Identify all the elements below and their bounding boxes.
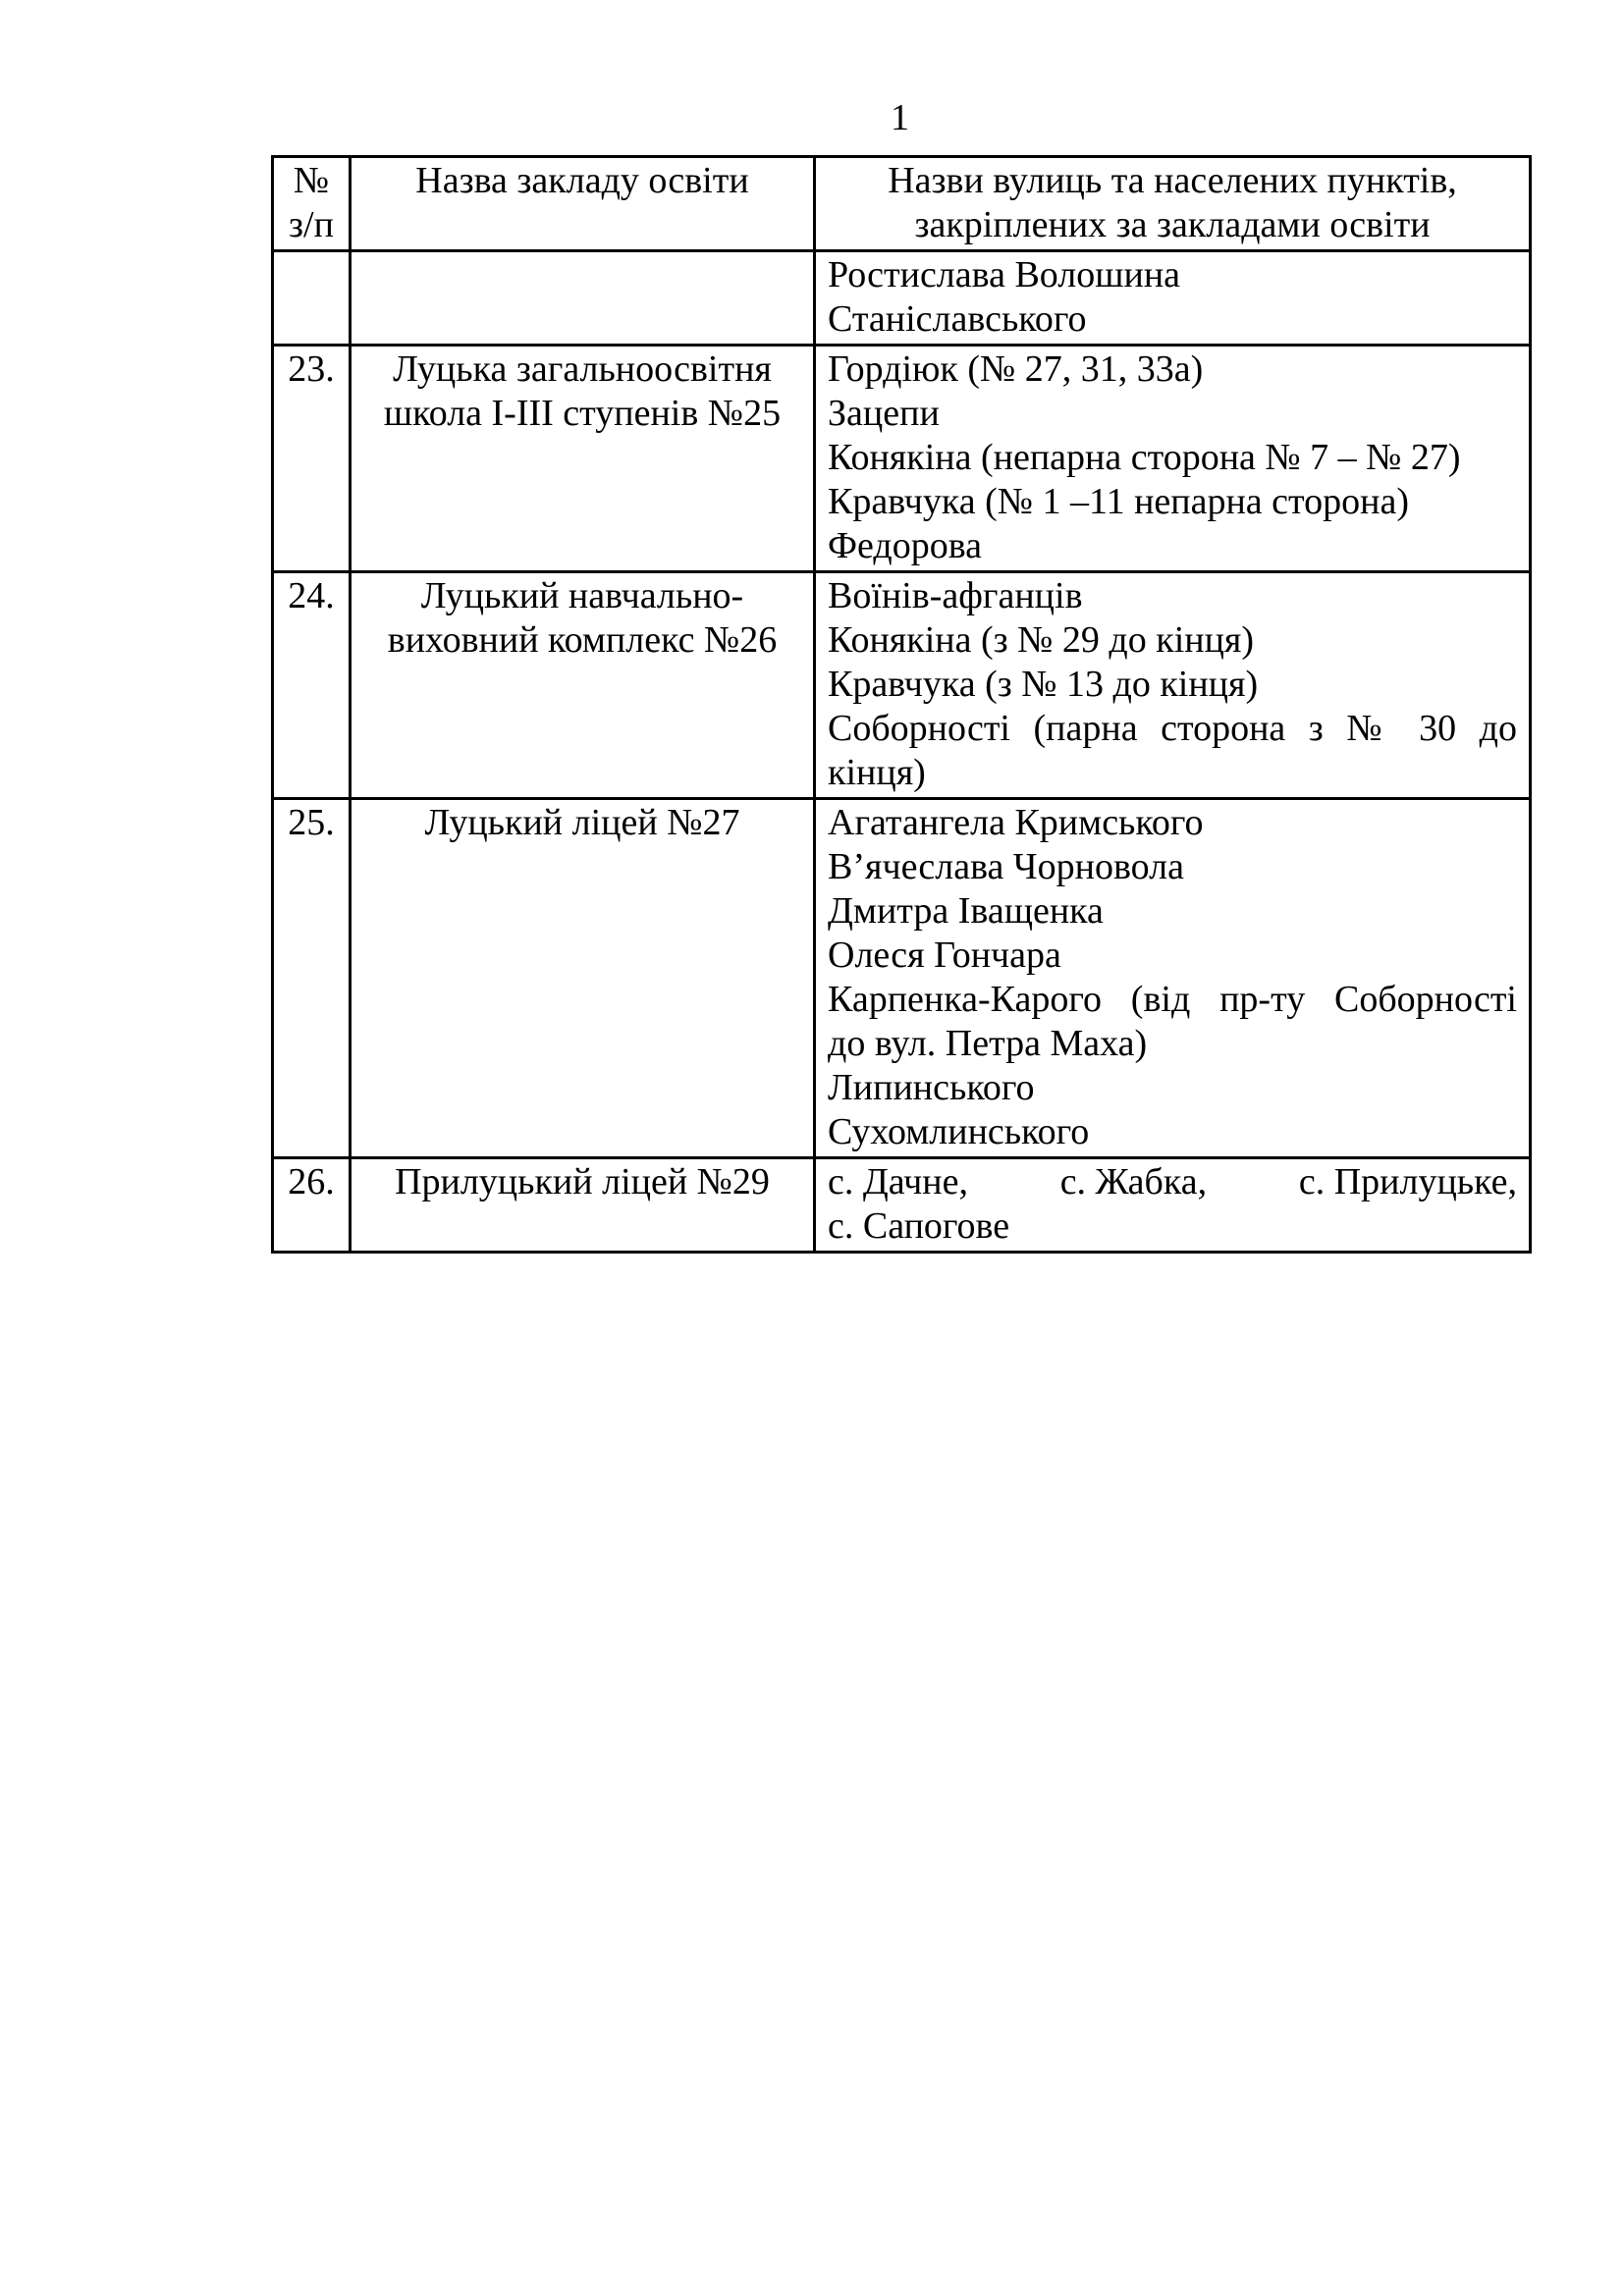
streets-cell xyxy=(815,572,1531,799)
street-line: Липинського xyxy=(828,1067,1035,1108)
table-row xyxy=(273,251,1531,346)
school-name-line: школа І-ІІІ ступенів №25 xyxy=(383,393,782,434)
street-line: Кравчука (з № 13 до кінця) xyxy=(828,664,1259,705)
page-number: 1 xyxy=(891,97,909,138)
street-line: Дмитра Іващенка xyxy=(828,890,1104,932)
header-streets-line2: закріплених за закладами освіти xyxy=(914,204,1431,245)
table-row xyxy=(273,346,1531,572)
header-cell-number xyxy=(273,157,351,251)
header-number-line2: з/п xyxy=(289,204,334,245)
street-line: В’ячеслава Чорновола xyxy=(828,846,1184,887)
streets-cell xyxy=(815,346,1531,572)
street-line: Агатангела Кримського xyxy=(828,802,1204,843)
row-number-cell: 25. xyxy=(273,799,351,1158)
street-line: Федорова xyxy=(828,525,983,566)
header-cell-school xyxy=(351,157,815,251)
street-line: Зацепи xyxy=(828,393,940,434)
school-name-line: Прилуцький ліцей №29 xyxy=(395,1161,770,1202)
street-line: Олеся Гончара xyxy=(828,934,1061,976)
header-cell-streets xyxy=(815,157,1531,251)
school-districts-table xyxy=(271,155,1532,1254)
street-line: до вул. Петра Маха) xyxy=(828,1023,1148,1064)
street-line: Ростислава Волошина xyxy=(828,254,1181,295)
street-line: Конякіна (з № 29 до кінця) xyxy=(828,619,1255,661)
header-streets-line1: Назви вулиць та населених пунктів, xyxy=(888,160,1457,201)
header-number-line1: № xyxy=(293,160,330,201)
street-line: Кравчука (№ 1 –11 непарна сторона) xyxy=(828,481,1410,522)
street-line: кінця) xyxy=(828,752,926,793)
table-row xyxy=(273,572,1531,799)
table-body xyxy=(273,251,1531,1253)
street-segment: с. Дачне, xyxy=(828,1161,968,1202)
street-line: Карпенка-Карого (від пр-ту Соборності xyxy=(828,979,1517,1020)
table-header xyxy=(273,157,1531,251)
school-name-cell xyxy=(351,346,815,572)
school-name-cell xyxy=(351,799,815,1158)
school-name-line: Луцька загальноосвітня xyxy=(393,348,772,390)
school-name-cell xyxy=(351,251,815,346)
header-row xyxy=(273,157,1531,251)
row-number-cell: 24. xyxy=(273,572,351,799)
header-school-label: Назва закладу освіти xyxy=(415,160,749,201)
school-name-line: Луцький ліцей №27 xyxy=(424,802,740,843)
street-line: Станіславського xyxy=(828,298,1087,340)
table-row xyxy=(273,1158,1531,1253)
street-line: Воїнів-афганців xyxy=(828,575,1083,616)
school-name-line: виховний комплекс №26 xyxy=(387,619,778,661)
street-segment: с. Прилуцьке, xyxy=(1298,1161,1517,1202)
school-name-cell xyxy=(351,1158,815,1253)
row-number-cell: 26. xyxy=(273,1158,351,1253)
street-segment: с. Жабка, xyxy=(1059,1161,1208,1202)
street-line: с. Сапогове xyxy=(828,1205,1010,1247)
street-line: Гордіюк (№ 27, 31, 33а) xyxy=(828,348,1204,390)
streets-cell xyxy=(815,799,1531,1158)
row-number-cell xyxy=(273,251,351,346)
school-name-line: Луцький навчально- xyxy=(420,575,744,616)
streets-cell xyxy=(815,1158,1531,1253)
street-line: Конякіна (непарна сторона № 7 – № 27) xyxy=(828,437,1461,478)
streets-cell xyxy=(815,251,1531,346)
street-line: Сухомлинського xyxy=(828,1111,1090,1152)
row-number-cell: 23. xyxy=(273,346,351,572)
table-row xyxy=(273,799,1531,1158)
street-line: Соборності (парна сторона з № 30 до xyxy=(828,708,1517,749)
street-line xyxy=(828,1160,1517,1204)
school-name-cell xyxy=(351,572,815,799)
